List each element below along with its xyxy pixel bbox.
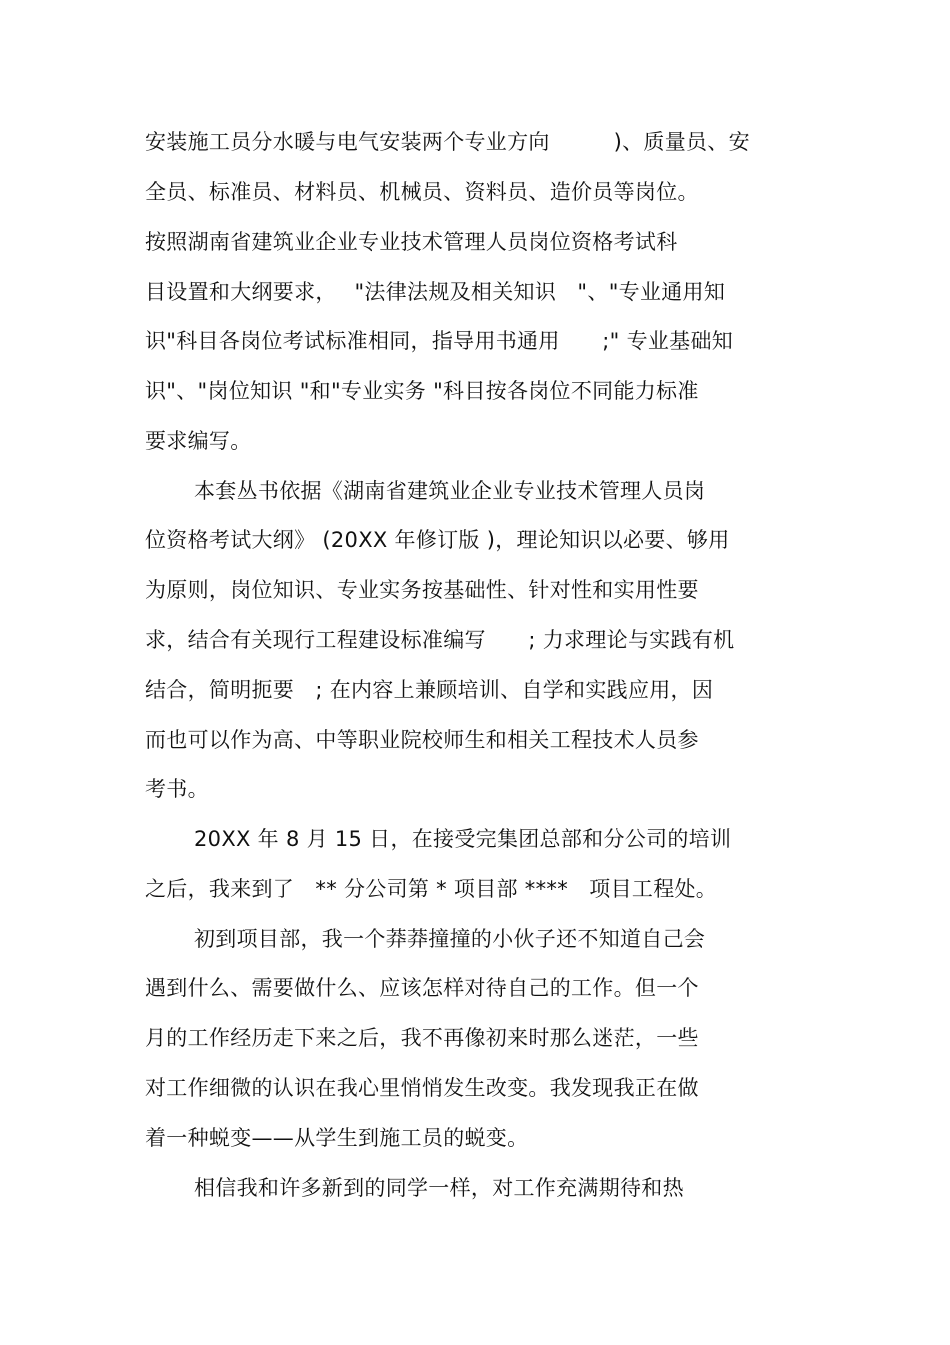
text-line: 结合，简明扼要 ; 在内容上兼顾培训、自学和实践应用，因 [145, 678, 714, 702]
text-line: 对工作细微的认识在我心里悄悄发生改变。我发现我正在做 [145, 1076, 699, 1100]
text-line: 之后，我来到了 ** 分公司第 * 项目部 **** 项目工程处。 [145, 877, 718, 901]
text-line: 月的工作经历走下来之后，我不再像初来时那么迷茫，一些 [145, 1026, 699, 1050]
text-line: 着一种蜕变——从学生到施工员的蜕变。 [145, 1126, 529, 1150]
text-line: 为原则，岗位知识、专业实务按基础性、针对性和实用性要 [145, 578, 699, 602]
text-line: 按照湖南省建筑业企业专业技术管理人员岗位资格考试科 [145, 230, 678, 254]
text-line: 全员、标准员、材料员、机械员、资料员、造价员等岗位。 [145, 180, 699, 204]
paragraph-first-line: 本套丛书依据《湖南省建筑业企业专业技术管理人员岗 [194, 479, 706, 503]
text-line: 求，结合有关现行工程建设标准编写 ; 力求理论与实践有机 [145, 628, 735, 652]
text-line: 位资格考试大纲》 (20XX 年修订版 )，理论知识以必要、够用 [145, 528, 730, 552]
text-line: 遇到什么、需要做什么、应该怎样对待自己的工作。但一个 [145, 976, 699, 1000]
paragraph-first-line: 初到项目部，我一个莽莽撞撞的小伙子还不知道自己会 [194, 927, 706, 951]
text-line: 目设置和大纲要求， "法律法规及相关知识 "、"专业通用知 [145, 280, 726, 304]
text-line: 而也可以作为高、中等职业院校师生和相关工程技术人员参 [145, 728, 699, 752]
text-line: 识"、"岗位知识 "和"专业实务 "科目按各岗位不同能力标准 [145, 379, 699, 403]
paragraph-first-line: 20XX 年 8 月 15 日，在接受完集团总部和分公司的培训 [194, 827, 732, 851]
text-line: 安装施工员分水暖与电气安装两个专业方向 )、质量员、安 [145, 130, 750, 154]
text-line: 考书。 [145, 777, 209, 801]
text-line: 要求编写。 [145, 429, 252, 453]
paragraph-first-line: 相信我和许多新到的同学一样，对工作充满期待和热 [194, 1176, 684, 1200]
text-line: 识"科目各岗位考试标准相同，指导用书通用 ;" 专业基础知 [145, 329, 734, 353]
